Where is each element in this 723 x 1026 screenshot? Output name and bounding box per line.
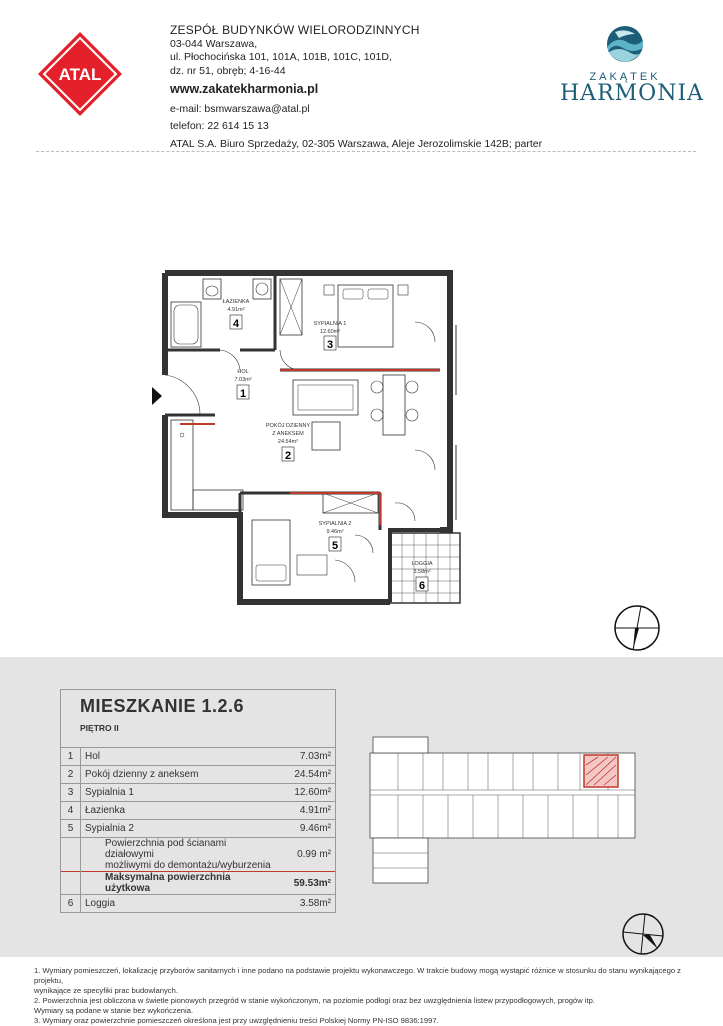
header-divider: [36, 151, 696, 152]
brand-line1: ZAKĄTEK: [589, 71, 661, 83]
brand-line2: HARMONIA: [560, 81, 705, 106]
atal-logo-text: ATAL: [58, 65, 102, 84]
table-row: 6 Loggia 3.58m²: [61, 895, 336, 913]
footnote-line: wynikające ze specyfiki prac budowlanych.: [34, 986, 178, 995]
address-line: ul. Płochocińska 101, 101A, 101B, 101C, 101D,: [170, 51, 392, 63]
footnote-line: 2. Powierzchnia jest obliczona w świetle pionowych przegród w stanie wykończonym, na poziomie podłogi oraz bez uwzględnienia listew przypodłogowych, progów itp.: [34, 996, 595, 1005]
address-line: 03-044 Warszawa,: [170, 37, 258, 50]
room-number: 2: [284, 450, 292, 462]
floor-label: PIĘTRO II: [80, 723, 119, 733]
address-line: dz. nr 51, obręb; 4-16-44: [170, 64, 286, 77]
room-area: 4.91m²: [227, 307, 245, 313]
header: [0, 0, 723, 155]
building-key-plan: [368, 735, 638, 885]
table-row: 4 Łazienka 4.91m²: [61, 802, 336, 820]
table-row: 1 Hol 7.03m²: [61, 748, 336, 766]
room-label: SYPIALNIA 2: [318, 521, 352, 527]
apartment-title: MIESZKANIE 1.2.6: [80, 696, 245, 716]
room-area: 24.54m²: [277, 439, 299, 445]
footnote-line: 3. Wymiary oraz powierzchnie pomieszczeń określona jest przy uwzględnieniu treści Polskiej Normy PN-ISO 9836:1997.: [34, 1016, 439, 1025]
phone-text: telefon: 22 614 15 13: [170, 120, 269, 132]
harmonia-logo: [560, 24, 705, 119]
footnote-line: Wymiary są podane w stanie bez wykończenia.: [34, 1006, 194, 1015]
room-label: POKÓJ DZIENNY: [265, 423, 311, 429]
room-label: Z ANEKSEM: [272, 431, 304, 437]
room-number: 6: [418, 580, 426, 592]
room-area: 3.58m²: [413, 569, 431, 575]
compass-icon: [620, 911, 666, 957]
compass-icon: [612, 603, 662, 653]
highlighted-apartment: [584, 755, 618, 787]
room-label: LOGGIA: [411, 561, 433, 567]
room-number: 5: [331, 540, 339, 552]
room-number: 4: [232, 318, 240, 330]
room-label: ŁAZIENKA: [222, 299, 250, 305]
table-row: Powierzchnia pod ścianami działowymi możliwymi do demontażu/wyburzenia 0.99 m²: [61, 838, 336, 872]
room-area-table: [60, 747, 336, 913]
table-row: 2 Pokój dzienny z aneksem 24.54m²: [61, 766, 336, 784]
entrance-arrow-icon: [152, 387, 162, 405]
table-row: 5 Sypialnia 2 9.46m²: [61, 820, 336, 838]
website-link[interactable]: www.zakatekharmonia.pl: [170, 82, 319, 96]
table-row: 3 Sypialnia 1 12.60m²: [61, 784, 336, 802]
floor-plan: [140, 265, 480, 610]
room-area: 7.03m²: [234, 377, 252, 383]
room-number: 3: [326, 339, 334, 351]
company-title: ZESPÓŁ BUDYNKÓW WIELORODZINNYCH: [170, 23, 420, 37]
room-label: SYPIALNIA 1: [313, 321, 347, 327]
footnote-line: 1. Wymiary pomieszczeń, lokalizację przyborów sanitarnych i inne podano na podstawie projektu wykonawczego. W trakcie budowy mogą wystąpić różnice w stosunku do stanu wynikającego z projektu,: [34, 966, 681, 985]
office-address: ATAL S.A. Biuro Sprzedaży, 02-305 Warszawa, Aleje Jerozolimskie 142B; parter: [170, 137, 543, 150]
wave-icon: [605, 24, 645, 64]
atal-logo: [36, 30, 124, 118]
room-area: 9.46m²: [326, 529, 344, 535]
total-row: Maksymalna powierzchnia użytkowa 59.53m²: [61, 872, 336, 895]
footnotes: [34, 966, 694, 1026]
room-label: HOL: [237, 369, 249, 375]
room-number: 1: [239, 388, 247, 400]
company-info: [170, 24, 542, 151]
room-area: 12.60m²: [319, 329, 341, 335]
email-text[interactable]: e-mail: bsmwarszawa@atal.pl: [170, 102, 310, 115]
